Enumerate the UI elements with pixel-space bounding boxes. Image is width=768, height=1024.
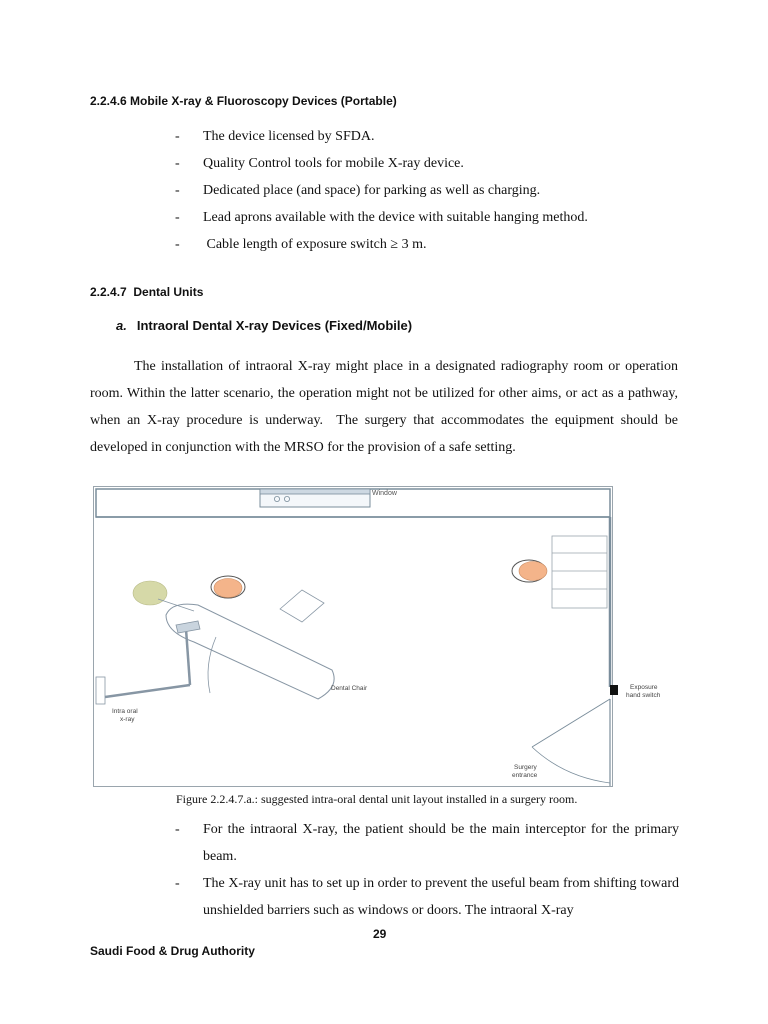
list-item bbox=[175, 816, 679, 870]
paragraph-text: The installation of intraoral X-ray might place in a designated radiography room or operation room. Within the latter scenario, the operation might not be utilized for other aims, or act as a pathway, when an X-ray procedure is underway. The surgery that accommodates the equipment should be developed in conjunction with the MRSO for the provision of a safe setting. bbox=[90, 359, 682, 455]
assistant-head bbox=[133, 581, 167, 605]
list-dash: - bbox=[175, 210, 180, 225]
door-swing bbox=[532, 747, 610, 783]
list-item: Dedicated place (and space) for parking as well as charging. bbox=[203, 183, 541, 198]
body-paragraph bbox=[90, 353, 682, 461]
list-item: Lead aprons available with the device with suitable hanging method. bbox=[203, 210, 588, 225]
dental-chair-label: Dental Chair bbox=[331, 685, 368, 692]
list-dash: - bbox=[175, 183, 180, 198]
list-item: Cable length of exposure switch ≥ 3 m. bbox=[203, 237, 427, 252]
list-item-text: The X-ray unit has to set up in order to prevent the useful beam from shifting toward unshielded barriers such as windows or doors. The intraoral X-ray bbox=[203, 876, 679, 918]
page-number: 29 bbox=[373, 927, 387, 941]
intra-oral-label-2: x-ray bbox=[120, 716, 135, 723]
staff-head bbox=[519, 562, 547, 581]
dentist-head bbox=[214, 579, 242, 598]
door-leaf bbox=[532, 699, 610, 747]
exposure-switch bbox=[610, 685, 618, 695]
cabinet bbox=[552, 536, 607, 608]
subsection-letter: a. bbox=[116, 318, 127, 333]
section-heading-2-2-4-6: 2.2.4.6 Mobile X-ray & Fluoroscopy Devices (Portable) bbox=[90, 94, 397, 108]
xray-arm bbox=[105, 685, 190, 697]
list-dash: - bbox=[175, 156, 180, 171]
surgery-label-2: entrance bbox=[512, 772, 538, 779]
intra-oral-label-1: Intra oral bbox=[112, 708, 138, 715]
footer-text: Saudi Food & Drug Authority bbox=[90, 944, 255, 958]
list-dash: - bbox=[175, 129, 180, 144]
list-dash: - bbox=[175, 822, 180, 837]
list-item: Quality Control tools for mobile X-ray device. bbox=[203, 156, 464, 171]
surgery-label-1: Surgery bbox=[514, 764, 537, 771]
subsection-heading bbox=[116, 318, 412, 333]
section-heading-2-2-4-7: 2.2.4.7 Dental Units bbox=[90, 285, 204, 299]
floor-plan-diagram bbox=[94, 487, 661, 786]
list-dash: - bbox=[175, 876, 180, 891]
window-label: Window bbox=[372, 490, 397, 497]
figure-caption: Figure 2.2.4.7.a.: suggested intra-oral dental unit layout installed in a surgery room. bbox=[176, 792, 578, 806]
list-dash: - bbox=[175, 237, 180, 252]
list-item-text: For the intraoral X-ray, the patient should be the main interceptor for the primary beam. bbox=[203, 822, 679, 864]
exposure-label-1: Exposure bbox=[630, 684, 658, 691]
exposure-label-2: hand switch bbox=[626, 692, 661, 699]
list-item bbox=[175, 870, 679, 924]
dental-layout-figure bbox=[93, 486, 661, 787]
intraoral-list bbox=[175, 816, 679, 924]
xray-wall-mount bbox=[96, 677, 105, 704]
subsection-title: Intraoral Dental X-ray Devices (Fixed/Mobile) bbox=[136, 318, 413, 333]
tray-table bbox=[280, 590, 324, 622]
list-item: The device licensed by SFDA. bbox=[203, 129, 375, 144]
